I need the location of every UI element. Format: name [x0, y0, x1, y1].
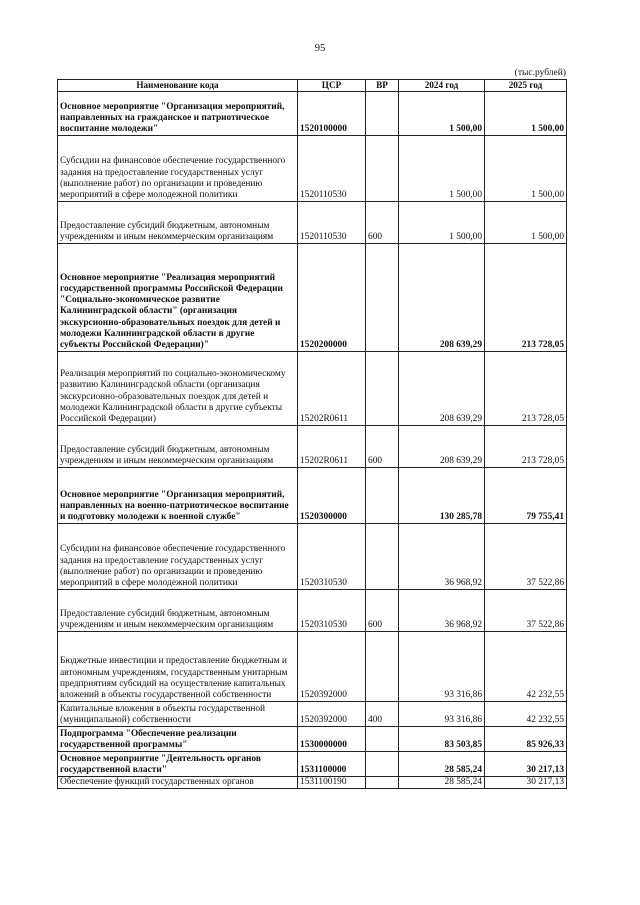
row-csr: 1520392000	[298, 632, 366, 702]
row-2024: 1 500,00	[399, 92, 485, 136]
row-csr: 1520310530	[298, 524, 366, 590]
row-2024: 93 316,86	[399, 632, 485, 702]
row-name: Основное мероприятие "Организация мероприятий, направленных на военно-патриотическое воспитание и подготовку молодежи к военной службе"	[58, 468, 298, 524]
row-2025: 79 755,41	[485, 468, 567, 524]
row-csr: 1520310530	[298, 590, 366, 632]
budget-table	[57, 79, 567, 789]
row-vr	[366, 752, 399, 777]
table-row	[58, 777, 567, 789]
row-2025: 1 500,00	[485, 136, 567, 202]
row-vr	[366, 727, 399, 752]
row-csr: 1520100000	[298, 92, 366, 136]
row-2024: 28 585,24	[399, 752, 485, 777]
row-2025: 213 728,05	[485, 352, 567, 426]
table-row	[58, 752, 567, 777]
units-label: (тыс.рублей)	[514, 68, 566, 78]
header-csr: ЦСР	[298, 80, 366, 92]
header-2025: 2025 год	[485, 80, 567, 92]
row-name: Основное мероприятие "Организация мероприятий, направленных на гражданское и патриотическое воспитание молодежи"	[58, 92, 298, 136]
row-csr: 15202R0611	[298, 352, 366, 426]
table-row	[58, 524, 567, 590]
table-row	[58, 702, 567, 727]
row-2025: 42 232,55	[485, 702, 567, 727]
row-2025: 1 500,00	[485, 202, 567, 244]
row-csr: 1520110530	[298, 136, 366, 202]
header-vr: ВР	[366, 80, 399, 92]
table-row	[58, 632, 567, 702]
row-2024: 208 639,29	[399, 426, 485, 468]
table-row	[58, 468, 567, 524]
row-name: Субсидии на финансовое обеспечение государственного задания на предоставление государственных услуг (выполнение работ) по организации и проведению мероприятий в сфере молодежной политики	[58, 136, 298, 202]
row-name: Основное мероприятие "Реализация мероприятий государственной программы Российской Федерации "Социально-экономическое развитие Калининградской области" (организация экскурсионно-образовательных поездок для детей и молодежи Калининградской области в другие субъекты Российской Федерации)"	[58, 244, 298, 352]
row-vr: 600	[366, 426, 399, 468]
row-vr: 600	[366, 202, 399, 244]
row-vr	[366, 777, 399, 789]
row-csr: 1520392000	[298, 702, 366, 727]
row-2024: 1 500,00	[399, 136, 485, 202]
row-2025: 213 728,05	[485, 244, 567, 352]
row-2025: 85 926,33	[485, 727, 567, 752]
row-2025: 1 500,00	[485, 92, 567, 136]
row-vr	[366, 468, 399, 524]
table-row	[58, 136, 567, 202]
row-csr: 1520300000	[298, 468, 366, 524]
row-csr: 1530000000	[298, 727, 366, 752]
row-2024: 36 968,92	[399, 524, 485, 590]
row-vr: 600	[366, 590, 399, 632]
row-name: Предоставление субсидий бюджетным, автономным учреждениям и иным некоммерческим организациям	[58, 590, 298, 632]
row-2024: 93 316,86	[399, 702, 485, 727]
row-name: Подпрограмма "Обеспечение реализации государственной программы"	[58, 727, 298, 752]
row-name: Основное мероприятие "Деятельность органов государственной власти"	[58, 752, 298, 777]
row-name: Капитальные вложения в объекты государственной (муниципальной) собственности	[58, 702, 298, 727]
table-header-row	[58, 80, 567, 92]
row-2024: 208 639,29	[399, 352, 485, 426]
header-name: Наименование кода	[58, 80, 298, 92]
table-row	[58, 590, 567, 632]
header-2024: 2024 год	[399, 80, 485, 92]
table-row	[58, 426, 567, 468]
row-2025: 30 217,13	[485, 777, 567, 789]
row-name: Предоставление субсидий бюджетным, автономным учреждениям и иным некоммерческим организациям	[58, 426, 298, 468]
table-row	[58, 727, 567, 752]
row-2025: 37 522,86	[485, 524, 567, 590]
table-row	[58, 202, 567, 244]
table-row	[58, 352, 567, 426]
row-csr: 1531100000	[298, 752, 366, 777]
row-csr: 15202R0611	[298, 426, 366, 468]
row-2025: 37 522,86	[485, 590, 567, 632]
row-vr	[366, 632, 399, 702]
row-vr	[366, 92, 399, 136]
row-vr: 400	[366, 702, 399, 727]
row-2024: 83 503,85	[399, 727, 485, 752]
row-name: Предоставление субсидий бюджетным, автономным учреждениям и иным некоммерческим организациям	[58, 202, 298, 244]
row-name: Реализация мероприятий по социально-экономическому развитию Калининградской области (организация экскурсионно-образовательных поездок для детей и молодежи Калининградской области в другие субъекты Российской Федерации)	[58, 352, 298, 426]
row-vr	[366, 524, 399, 590]
row-2024: 130 285,78	[399, 468, 485, 524]
row-csr: 1531100190	[298, 777, 366, 789]
row-2024: 36 968,92	[399, 590, 485, 632]
row-name: Обеспечение функций государственных органов	[58, 777, 298, 789]
row-vr	[366, 352, 399, 426]
row-vr	[366, 136, 399, 202]
row-name: Субсидии на финансовое обеспечение государственного задания на предоставление государственных услуг (выполнение работ) по организации и проведению мероприятий в сфере молодежной политики	[58, 524, 298, 590]
row-name: Бюджетные инвестиции и предоставление бюджетным и автономным учреждениям, государственным унитарным предприятиям субсидий на осуществление капитальных вложений в объекты государственной собственности	[58, 632, 298, 702]
row-2024: 1 500,00	[399, 202, 485, 244]
table-row	[58, 92, 567, 136]
row-2025: 42 232,55	[485, 632, 567, 702]
row-2025: 213 728,05	[485, 426, 567, 468]
row-2024: 28 585,24	[399, 777, 485, 789]
table-row	[58, 244, 567, 352]
row-vr	[366, 244, 399, 352]
row-2025: 30 217,13	[485, 752, 567, 777]
row-2024: 208 639,29	[399, 244, 485, 352]
row-csr: 1520200000	[298, 244, 366, 352]
page-number: 95	[314, 43, 326, 54]
row-csr: 1520110530	[298, 202, 366, 244]
